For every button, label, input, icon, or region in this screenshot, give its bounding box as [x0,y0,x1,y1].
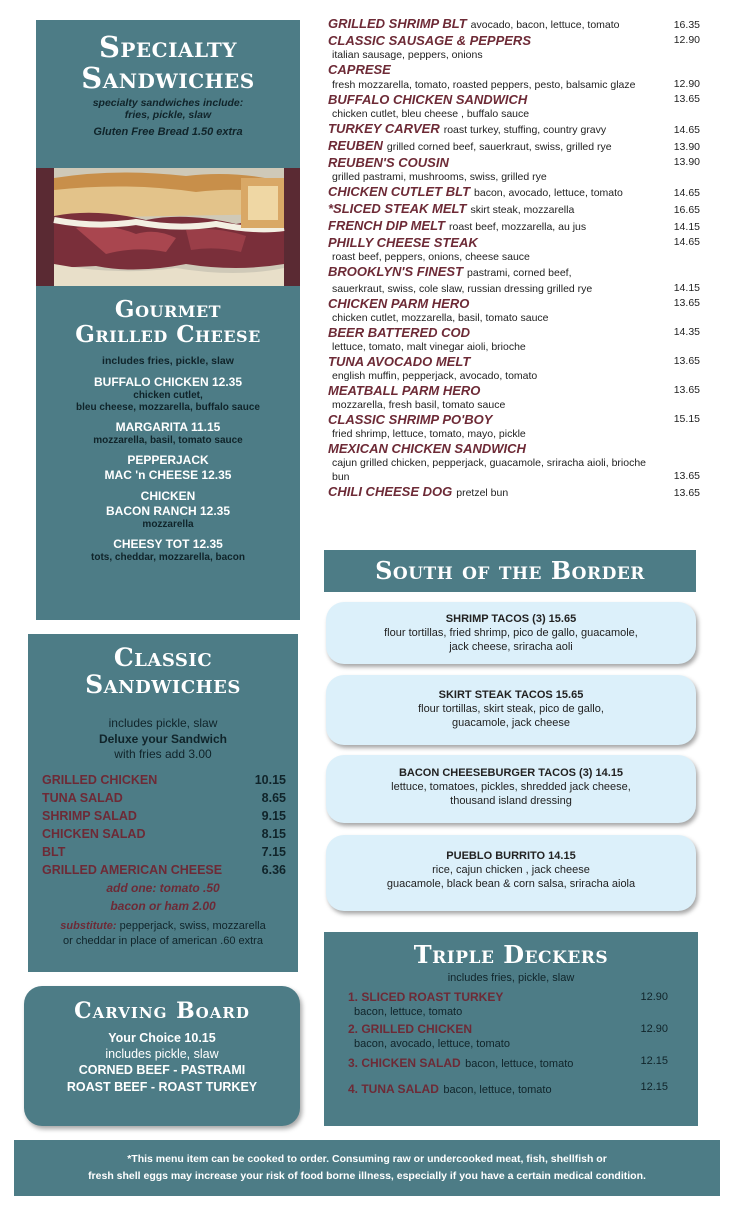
menu-item-price: 15.15 [673,413,700,425]
triple-deckers-section [324,932,698,1126]
menu-item-heading [328,16,664,33]
menu-item [328,33,700,48]
triple-title: Triple Deckers [413,940,609,969]
menu-item [328,201,700,218]
menu-item-name: *SLICED STEAK MELT [328,201,467,216]
gourmet-item-name: MARGARITA 11.15 [115,419,221,434]
menu-item-sub: chicken cutlet, mozzarella, basil, tomato sauce [332,312,549,324]
specialty-subtitle-line1: specialty sandwiches include: [92,96,244,109]
menu-item-desc: roast beef, mozzarella, au jus [449,221,587,233]
menu-item-name: BUFFALO CHICKEN SANDWICH [328,92,528,107]
classic-sandwiches-section [28,634,298,972]
gourmet-item-name: CHICKEN [140,488,196,503]
menu-item [328,92,700,107]
triple-item-left [348,1054,573,1072]
gourmet-item-name: PEPPERJACK [127,452,209,467]
menu-item [328,412,700,427]
menu-item-name: CHICKEN CUTLET BLT [328,184,471,199]
classic-item [28,807,298,825]
menu-item-price: 16.65 [673,204,700,216]
menu-item-heading [328,155,664,170]
specialty-title-line1: Specialty [98,30,238,64]
carving-board-section [24,986,300,1126]
menu-item-price: 13.65 [673,470,700,482]
south-item-head: BACON CHEESEBURGER TACOS (3) 14.15 [398,767,624,779]
menu-item-price: 12.90 [673,78,700,90]
gourmet-title-line1: Gourmet [114,296,222,323]
carving-line2: ROAST BEEF - ROAST TURKEY [66,1079,258,1094]
classic-item-name: GRILLED CHICKEN [42,772,158,787]
gourmet-item-name2: MAC 'n CHEESE 12.35 [104,467,232,482]
triple-item-price: 12.15 [640,1054,668,1067]
menu-item-sub: english muffin, pepperjack, avocado, tomato [332,370,538,382]
carving-choice: Your Choice 10.15 [108,1030,216,1045]
menu-item-heading [328,121,664,138]
menu-item [328,354,700,369]
classic-item [28,771,298,789]
classic-item-name: SHRIMP SALAD [42,808,137,823]
south-item-card [326,602,696,664]
reuben-sandwich-image [36,168,300,286]
gourmet-title-line2: Grilled Cheese [75,320,261,348]
menu-item-name: MEXICAN CHICKEN SANDWICH [328,441,526,456]
menu-item-desc: skirt steak, mozzarella [470,204,575,216]
menu-item-sub-row [328,48,700,62]
menu-item-name: CLASSIC SHRIMP PO'BOY [328,412,493,427]
gourmet-includes: includes fries, pickle, slaw [102,354,234,367]
menu-item-desc: bacon, avocado, lettuce, tomato [474,187,623,199]
classic-title-line1: Classic [113,643,213,672]
menu-item-heading [328,235,664,250]
classic-add-one: add one: tomato .50 [106,880,220,895]
menu-item-heading [328,33,664,48]
classic-list [28,771,298,879]
specialty-title-line2: Sandwiches [81,61,255,96]
menu-item-sub: italian sausage, peppers, onions [332,49,483,61]
menu-item-name: REUBEN'S COUSIN [328,155,449,170]
menu-item [328,155,700,170]
south-item-desc1: flour tortillas, skirt steak, pico de gallo, [418,702,604,715]
menu-item-sub: sauerkraut, swiss, cole slaw, russian dressing grilled rye [332,283,593,295]
classic-notes [28,716,298,763]
menu-item-sub: mozzarella, fresh basil, tomato sauce [332,399,506,411]
triple-item-name: 3. CHICKEN SALAD [348,1055,461,1070]
menu-item-price: 13.90 [673,141,700,153]
classic-item-price: 10.15 [254,772,286,787]
menu-item-heading [328,138,664,155]
triple-item-inline: bacon, lettuce, tomato [465,1057,574,1070]
south-title: South of the Border [375,556,645,585]
menu-item-sub-row [328,311,700,325]
menu-item-name: CAPRESE [328,62,391,77]
gourmet-title [36,286,300,348]
classic-add-two: bacon or ham 2.00 [110,898,216,913]
menu-item-name: BEER BATTERED COD [328,325,471,340]
menu-item-sub-row [328,398,700,412]
menu-item-desc: pastrami, corned beef, [467,267,572,279]
menu-item-price: 12.90 [673,34,700,46]
menu-item-sub-row [328,250,700,264]
triple-item-name: 2. GRILLED CHICKEN [348,1021,473,1036]
menu-item-price: 13.65 [673,297,700,309]
classic-item [28,861,298,879]
gourmet-item-desc2: bleu cheese, mozzarella, buffalo sauce [76,401,260,413]
menu-item-heading [328,441,700,456]
menu-item-sub: fresh mozzarella, tomato, roasted peppers, pesto, balsamic glaze [332,79,636,91]
menu-item-heading [328,264,700,281]
menu-item-price: 14.15 [673,282,700,294]
food-safety-disclaimer [14,1140,720,1196]
menu-item-sub: lettuce, tomato, malt vinegar aioli, brioche [332,341,526,353]
menu-item-sub-row [328,77,700,92]
menu-item-sub-row [328,456,700,484]
south-item-card [326,675,696,745]
menu-item-name: REUBEN [328,138,383,153]
south-item-desc2: guacamole, black bean & corn salsa, sriracha aiola [386,877,636,890]
gourmet-item-desc: chicken cutlet, [133,389,203,401]
classic-item [28,843,298,861]
gourmet-item-desc: tots, cheddar, mozzarella, bacon [91,551,245,563]
menu-item-sub: chicken cutlet, bleu cheese , buffalo sauce [332,108,530,120]
menu-item-sub-row [328,369,700,383]
menu-item-price: 14.65 [673,236,700,248]
south-item-desc1: flour tortillas, fried shrimp, pico de gallo, guacamole, [384,626,638,639]
carving-includes: includes pickle, slaw [105,1047,219,1061]
menu-item-desc: avocado, bacon, lettuce, tomato [470,19,620,31]
south-item-desc1: lettuce, tomatoes, pickles, shredded jack cheese, [391,780,631,793]
classic-deluxe: Deluxe your Sandwich [98,731,228,746]
carving-line1: CORNED BEEF - PASTRAMI [78,1063,246,1078]
carving-title: Carving Board [74,998,250,1024]
menu-item-price: 14.35 [673,326,700,338]
menu-item-name: MEATBALL PARM HERO [328,383,481,398]
gourmet-item-name: BUFFALO CHICKEN 12.35 [93,374,243,389]
menu-item [328,138,700,155]
classic-item-price: 7.15 [261,844,286,859]
triple-item-sub: bacon, lettuce, tomato [354,1005,463,1018]
gourmet-item [36,453,300,483]
gourmet-item [36,537,300,564]
classic-item-name: BLT [42,844,66,859]
menu-item-price: 13.65 [673,487,700,499]
menu-item-sub: roast beef, peppers, onions, cheese sauce [332,251,530,263]
specialty-subtitle [36,97,300,122]
disclaimer-line2: fresh shell eggs may increase your risk of food borne illness, especially if you have a certain medical condition. [88,1169,646,1182]
menu-item-sub-row [328,281,700,296]
triple-item-price: 12.15 [640,1080,668,1093]
menu-item-sub-row [328,107,700,121]
classic-item [28,789,298,807]
triple-item [324,1054,698,1072]
menu-item [328,62,700,77]
menu-item-heading [328,62,700,77]
gourmet-item [36,420,300,447]
triple-item [324,1022,698,1037]
classic-item [28,825,298,843]
menu-item-heading [328,184,664,201]
sandwich-photo [36,168,300,286]
menu-item-name: CHILI CHEESE DOG [328,484,453,499]
classic-substitute [28,915,298,949]
menu-item-price: 14.65 [673,187,700,199]
south-of-the-border-header [324,550,696,592]
menu-item-heading [328,218,664,235]
triple-item-price: 12.90 [640,990,668,1003]
menu-item-sub-row [328,340,700,354]
triple-item-inline: bacon, lettuce, tomato [443,1083,552,1096]
menu-item-name: PHILLY CHEESE STEAK [328,235,478,250]
classic-item-price: 9.15 [261,808,286,823]
menu-item [328,218,700,235]
menu-item-name: FRENCH DIP MELT [328,218,445,233]
triple-includes: includes fries, pickle, slaw [447,971,575,984]
classic-item-name: GRILLED AMERICAN CHEESE [42,862,223,877]
menu-item [328,296,700,311]
triple-item-name: 4. TUNA SALAD [348,1081,439,1096]
triple-item-price: 12.90 [640,1022,668,1035]
disclaimer-line1: *This menu item can be cooked to order. Consuming raw or undercooked meat, fish, shellfish or [127,1153,607,1165]
specialty-title [36,20,300,95]
menu-item-heading [328,92,664,107]
south-item-desc2: thousand island dressing [450,794,572,807]
gourmet-item-desc: mozzarella [142,518,194,530]
gourmet-item [36,489,300,531]
menu-item [328,325,700,340]
gourmet-item-name: CHEESY TOT 12.35 [113,536,223,551]
menu-item-price: 16.35 [673,19,700,31]
menu-item-heading [328,201,664,218]
classic-item-name: TUNA SALAD [42,790,123,805]
south-item-desc1: rice, cajun chicken , jack cheese [432,863,590,876]
south-item-desc2: guacamole, jack cheese [451,716,570,729]
menu-item [328,484,700,501]
triple-item-name: 1. SLICED ROAST TURKEY [348,989,504,1004]
menu-item-desc: grilled corned beef, sauerkraut, swiss, grilled rye [386,141,612,153]
menu-item-price: 13.65 [673,384,700,396]
menu-item [328,184,700,201]
menu-item [328,121,700,138]
substitute-label: substitute: [60,919,117,932]
menu-item [328,383,700,398]
classic-item-price: 8.65 [261,790,286,805]
gourmet-item-name2: BACON RANCH 12.35 [105,503,231,518]
menu-item [328,235,700,250]
menu-item-heading [328,325,664,340]
menu-item-heading [328,354,664,369]
specialty-sandwich-list [328,16,700,501]
gluten-free-note: Gluten Free Bread 1.50 extra [93,125,243,138]
south-item-head: SKIRT STEAK TACOS 15.65 [438,689,584,701]
menu-item-name: CLASSIC SAUSAGE & PEPPERS [328,33,531,48]
menu-item-desc: pretzel bun [456,487,509,499]
menu-item-heading [328,484,664,501]
gourmet-item [36,375,300,414]
classic-includes: includes pickle, slaw [108,716,218,730]
substitute-text: pepperjack, swiss, mozzarella [116,919,266,932]
menu-item-sub: fried shrimp, lettuce, tomato, mayo, pickle [332,428,526,440]
menu-item [328,16,700,33]
menu-item-heading [328,412,664,427]
triple-item-sub: bacon, avocado, lettuce, tomato [354,1037,510,1050]
triple-item [324,990,698,1005]
south-item-head: SHRIMP TACOS (3) 15.65 [445,613,577,625]
menu-item-sub: grilled pastrami, mushrooms, swiss, grilled rye [332,171,547,183]
south-item-card [326,835,696,911]
menu-item-name: TUNA AVOCADO MELT [328,354,471,369]
menu-item-price: 13.65 [673,93,700,105]
classic-item-price: 8.15 [261,826,286,841]
menu-item-sub-row [328,170,700,184]
menu-item-price: 14.65 [673,124,700,136]
south-item-card [326,755,696,823]
classic-item-price: 6.36 [261,862,286,877]
menu-item-name: TURKEY CARVER [328,121,440,136]
menu-item-heading [328,383,664,398]
menu-item-name: GRILLED SHRIMP BLT [328,16,467,31]
menu-item-desc: roast turkey, stuffing, country gravy [443,124,607,136]
menu-item-price: 14.15 [673,221,700,233]
menu-item-name: CHICKEN PARM HERO [328,296,470,311]
south-item-desc2: jack cheese, sriracha aoli [449,640,573,653]
menu-item-name: BROOKLYN'S FINEST [328,264,464,279]
classic-deluxe-note: with fries add 3.00 [114,747,212,762]
classic-title-line2: Sandwiches [85,670,241,699]
substitute-text2: or cheddar in place of american .60 extra [63,934,263,947]
menu-item [328,441,700,456]
gourmet-grilled-cheese-section [36,286,300,620]
specialty-sandwiches-header [36,20,300,168]
south-item-head: PUEBLO BURRITO 14.15 [446,850,576,862]
menu-item-heading [328,296,664,311]
specialty-subtitle-line2: fries, pickle, slaw [124,109,212,122]
triple-item-left [348,1080,552,1098]
menu-item-price: 13.65 [673,355,700,367]
triple-item [324,1080,698,1098]
menu-item [328,264,700,281]
classic-title [28,634,298,698]
gourmet-item-desc: mozzarella, basil, tomato sauce [93,434,243,446]
menu-item-sub: cajun grilled chicken, pepperjack, guacamole, sriracha aioli, brioche bun [332,457,647,483]
menu-item-price: 13.90 [673,156,700,168]
menu-item-sub-row [328,427,700,441]
classic-item-name: CHICKEN SALAD [42,826,146,841]
